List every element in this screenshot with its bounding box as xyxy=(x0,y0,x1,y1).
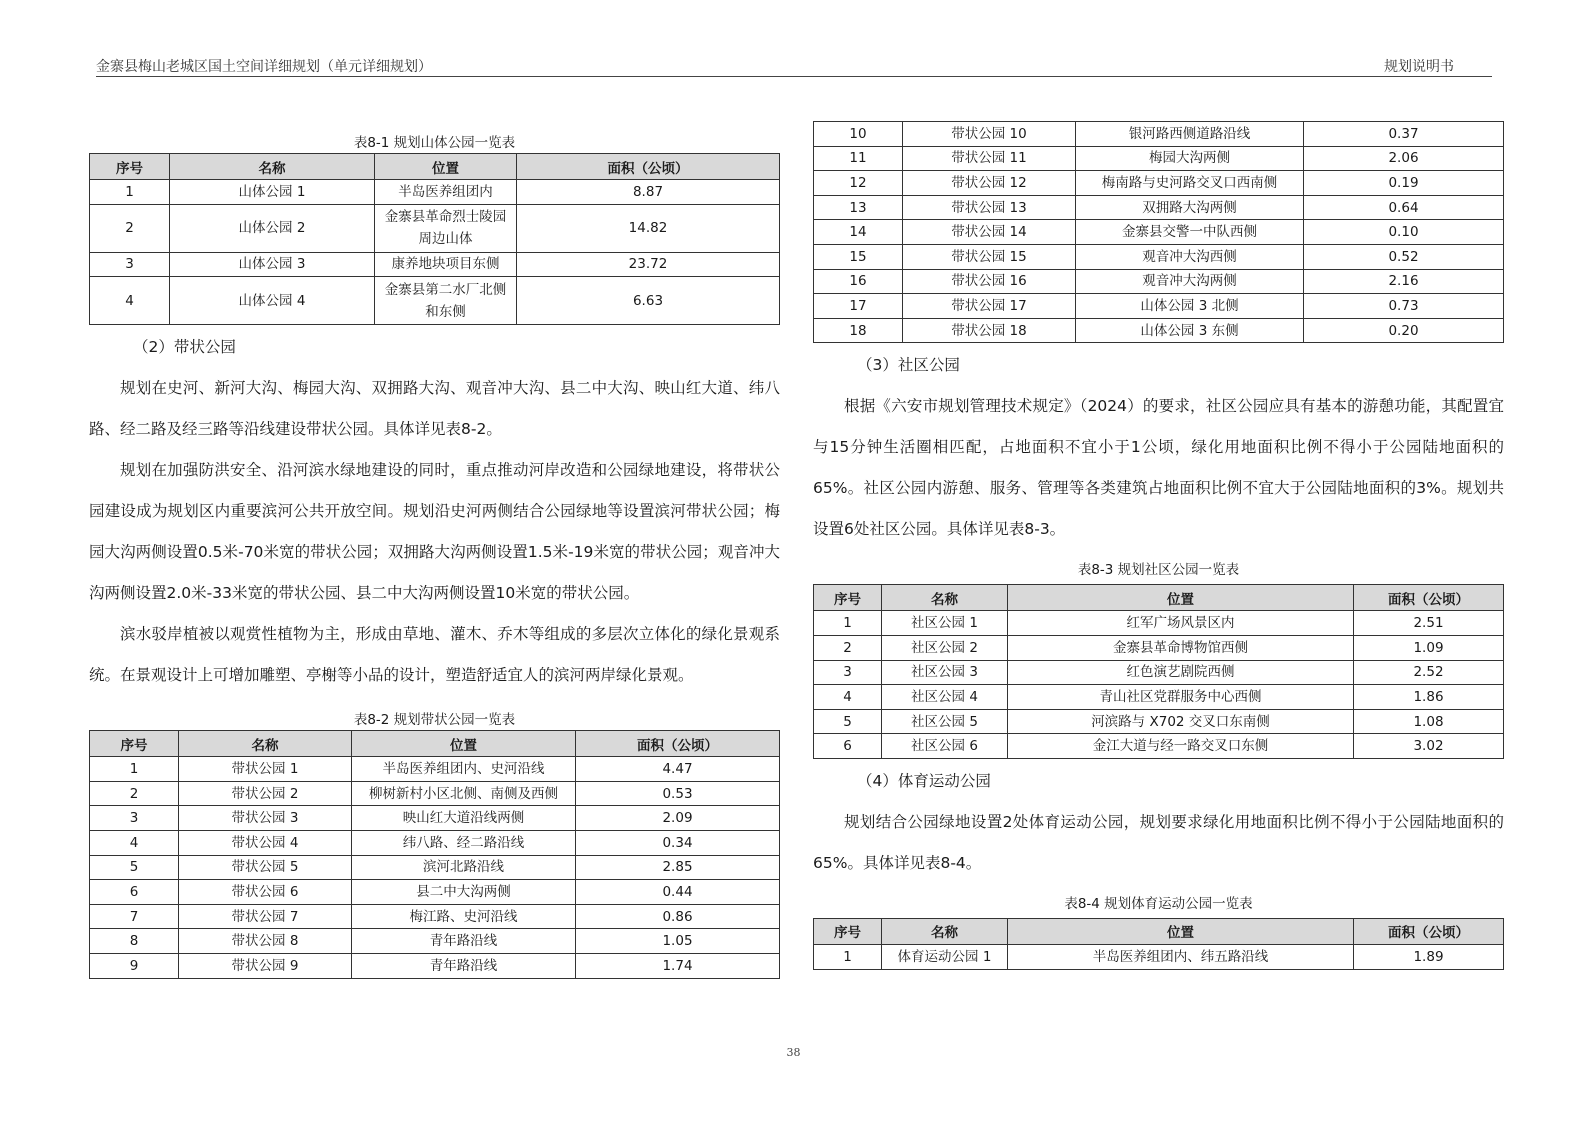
table-row xyxy=(90,904,780,929)
cell-no: 2 xyxy=(814,635,882,660)
cell-name: 带状公园 8 xyxy=(179,929,352,954)
cell-no: 11 xyxy=(814,146,903,171)
cell-area: 1.86 xyxy=(1354,685,1504,710)
cell-location-line: 和东侧 xyxy=(425,303,466,320)
table-row xyxy=(90,180,780,205)
table-row xyxy=(814,220,1504,245)
cell-no: 1 xyxy=(814,944,882,969)
table-row xyxy=(814,244,1504,269)
table-row xyxy=(90,204,780,252)
cell-location xyxy=(375,204,517,252)
header-rule xyxy=(96,76,1492,77)
cell-location: 映山红大道沿线两侧 xyxy=(352,806,576,831)
cell-no: 7 xyxy=(90,904,179,929)
table-8-4-caption: 表8-4 规划体育运动公园一览表 xyxy=(1064,895,1253,912)
cell-name: 带状公园 2 xyxy=(179,781,352,806)
cell-no: 4 xyxy=(90,830,179,855)
cell-name: 带状公园 3 xyxy=(179,806,352,831)
col-header-area: 面积（公顷） xyxy=(576,731,780,757)
table-row xyxy=(814,635,1504,660)
cell-area: 0.86 xyxy=(576,904,780,929)
table-8-1 xyxy=(89,153,780,325)
table-header-row xyxy=(90,731,780,757)
right-column xyxy=(813,121,1504,970)
cell-area: 0.20 xyxy=(1304,318,1504,343)
cell-area: 0.34 xyxy=(576,830,780,855)
cell-no: 5 xyxy=(814,709,882,734)
table-row xyxy=(814,318,1504,343)
table-row xyxy=(814,734,1504,759)
cell-area: 0.52 xyxy=(1304,244,1504,269)
table-8-2 xyxy=(89,730,780,978)
cell-location: 银河路西侧道路沿线 xyxy=(1076,122,1304,147)
cell-location: 纬八路、经二路沿线 xyxy=(352,830,576,855)
cell-location: 青山社区党群服务中心西侧 xyxy=(1008,685,1354,710)
col-header-name: 名称 xyxy=(179,731,352,757)
cell-no: 15 xyxy=(814,244,903,269)
table-row xyxy=(814,269,1504,294)
cell-location-line: 金寨县革命烈士陵园 xyxy=(384,209,507,226)
cell-no: 9 xyxy=(90,953,179,978)
body-paragraph: 规划在加强防洪安全、沿河滨水绿地建设的同时，重点推动河岸改造和公园绿地建设，将带状公园建设成为规划区内重要滨河公共开放空间。规划沿史河两侧结合公园绿地等设置滨河带状公园；梅园大沟两侧设置0.5米-70米宽的带状公园；双拥路大沟两侧设置1.5米-19米宽的带状公园；观音冲大沟两侧设置2.0米-33米宽的带状公园、县二中大沟两侧设置10米宽的带状公园。 xyxy=(89,461,780,603)
cell-area: 2.06 xyxy=(1304,146,1504,171)
cell-no: 1 xyxy=(90,180,170,205)
cell-area: 0.37 xyxy=(1304,122,1504,147)
cell-area: 6.63 xyxy=(517,277,780,325)
cell-no: 6 xyxy=(90,880,179,905)
cell-no: 2 xyxy=(90,781,179,806)
cell-location: 红色演艺剧院西侧 xyxy=(1008,660,1354,685)
table-row xyxy=(814,122,1504,147)
cell-area: 1.05 xyxy=(576,929,780,954)
table-row xyxy=(814,685,1504,710)
cell-name: 社区公园 3 xyxy=(882,660,1008,685)
cell-location: 金江大道与经一路交叉口东侧 xyxy=(1008,734,1354,759)
table-8-3 xyxy=(813,584,1504,759)
table-row xyxy=(814,294,1504,319)
cell-location: 青年路沿线 xyxy=(352,929,576,954)
cell-area: 1.09 xyxy=(1354,635,1504,660)
body-paragraph: 规划在史河、新河大沟、梅园大沟、双拥路大沟、观音冲大沟、县二中大沟、映山红大道、纬八路、经二路及经三路等沿线建设带状公园。具体详见表8-2。 xyxy=(89,379,780,439)
cell-no: 4 xyxy=(814,685,882,710)
cell-no: 10 xyxy=(814,122,903,147)
cell-area: 2.51 xyxy=(1354,611,1504,636)
cell-location: 梅江路、史河沿线 xyxy=(352,904,576,929)
cell-no: 4 xyxy=(90,277,170,325)
cell-area: 0.19 xyxy=(1304,171,1504,196)
table-8-2-continued xyxy=(813,121,1504,343)
table-row xyxy=(90,830,780,855)
cell-location: 青年路沿线 xyxy=(352,953,576,978)
cell-no: 3 xyxy=(814,660,882,685)
cell-no: 2 xyxy=(90,204,170,252)
cell-location: 梅园大沟两侧 xyxy=(1076,146,1304,171)
cell-name: 带状公园 11 xyxy=(903,146,1076,171)
cell-location: 滨河北路沿线 xyxy=(352,855,576,880)
cell-name: 带状公园 6 xyxy=(179,880,352,905)
col-header-no: 序号 xyxy=(814,918,882,944)
cell-name: 带状公园 5 xyxy=(179,855,352,880)
cell-no: 3 xyxy=(90,806,179,831)
table-row xyxy=(90,855,780,880)
cell-location: 山体公园 3 东侧 xyxy=(1076,318,1304,343)
table-row xyxy=(90,757,780,782)
cell-area: 4.47 xyxy=(576,757,780,782)
cell-name: 带状公园 17 xyxy=(903,294,1076,319)
table-row xyxy=(90,880,780,905)
cell-name: 带状公园 1 xyxy=(179,757,352,782)
table-row xyxy=(814,146,1504,171)
cell-location: 半岛医养组团内 xyxy=(375,180,517,205)
cell-area: 14.82 xyxy=(517,204,780,252)
cell-no: 18 xyxy=(814,318,903,343)
col-header-name: 名称 xyxy=(882,585,1008,611)
cell-name: 社区公园 6 xyxy=(882,734,1008,759)
col-header-area: 面积（公顷） xyxy=(1354,585,1504,611)
table-row xyxy=(814,611,1504,636)
cell-area: 1.74 xyxy=(576,953,780,978)
cell-name: 山体公园 4 xyxy=(170,277,375,325)
table-row xyxy=(90,929,780,954)
cell-name: 带状公园 14 xyxy=(903,220,1076,245)
cell-location: 柳树新村小区北侧、南侧及西侧 xyxy=(352,781,576,806)
cell-no: 1 xyxy=(814,611,882,636)
table-row xyxy=(814,944,1504,969)
cell-area: 0.73 xyxy=(1304,294,1504,319)
table-header-row xyxy=(90,154,780,180)
cell-area: 2.09 xyxy=(576,806,780,831)
cell-location xyxy=(375,277,517,325)
cell-name: 体育运动公园 1 xyxy=(882,944,1008,969)
table-row xyxy=(814,195,1504,220)
col-header-location: 位置 xyxy=(375,154,517,180)
cell-name: 带状公园 9 xyxy=(179,953,352,978)
cell-no: 17 xyxy=(814,294,903,319)
cell-name: 带状公园 10 xyxy=(903,122,1076,147)
col-header-location: 位置 xyxy=(1008,585,1354,611)
cell-area: 2.16 xyxy=(1304,269,1504,294)
cell-name: 带状公园 7 xyxy=(179,904,352,929)
cell-area: 1.08 xyxy=(1354,709,1504,734)
cell-location: 金寨县交警一中队西侧 xyxy=(1076,220,1304,245)
table-8-2-caption: 表8-2 规划带状公园一览表 xyxy=(353,712,516,729)
table-row xyxy=(814,660,1504,685)
cell-location: 半岛医养组团内、纬五路沿线 xyxy=(1008,944,1354,969)
cell-no: 1 xyxy=(90,757,179,782)
table-row xyxy=(90,252,780,277)
section-heading-community-parks: （3）社区公园 xyxy=(857,356,960,375)
cell-name: 山体公园 3 xyxy=(170,252,375,277)
cell-area: 8.87 xyxy=(517,180,780,205)
body-paragraph: 根据《六安市规划管理技术规定》（2024）的要求，社区公园应具有基本的游憩功能，其配置宜与15分钟生活圈相匹配，占地面积不宜小于1公顷，绿化用地面积比例不得小于公园陆地面积的65%。社区公园内游憩、服务、管理等各类建筑占地面积比例不宜大于公园陆地面积的3%。规划共设置6处社区公园。具体详见表8-3。 xyxy=(813,397,1504,539)
cell-location: 金寨县革命博物馆西侧 xyxy=(1008,635,1354,660)
cell-area: 23.72 xyxy=(517,252,780,277)
col-header-area: 面积（公顷） xyxy=(1354,918,1504,944)
col-header-area: 面积（公顷） xyxy=(517,154,780,180)
table-row xyxy=(90,953,780,978)
table-row xyxy=(90,806,780,831)
running-header-title: 金寨县梅山老城区国土空间详细规划（单元详细规划） xyxy=(96,59,432,75)
cell-name: 带状公园 15 xyxy=(903,244,1076,269)
cell-no: 6 xyxy=(814,734,882,759)
cell-location: 双拥路大沟两侧 xyxy=(1076,195,1304,220)
cell-no: 16 xyxy=(814,269,903,294)
col-header-no: 序号 xyxy=(90,154,170,180)
cell-no: 12 xyxy=(814,171,903,196)
cell-location: 河滨路与 X702 交叉口东南侧 xyxy=(1008,709,1354,734)
table-8-1-caption: 表8-1 规划山体公园一览表 xyxy=(353,135,516,151)
page-number: 38 xyxy=(786,1046,801,1059)
cell-location: 半岛医养组团内、史河沿线 xyxy=(352,757,576,782)
cell-name: 山体公园 2 xyxy=(170,204,375,252)
cell-name: 社区公园 4 xyxy=(882,685,1008,710)
cell-name: 带状公园 13 xyxy=(903,195,1076,220)
cell-area: 0.53 xyxy=(576,781,780,806)
table-row xyxy=(90,781,780,806)
table-header-row xyxy=(814,918,1504,944)
table-row xyxy=(814,709,1504,734)
cell-name: 社区公园 1 xyxy=(882,611,1008,636)
cell-location: 红军广场风景区内 xyxy=(1008,611,1354,636)
left-column xyxy=(89,133,780,979)
cell-location: 康养地块项目东侧 xyxy=(375,252,517,277)
cell-location: 山体公园 3 北侧 xyxy=(1076,294,1304,319)
cell-name: 社区公园 2 xyxy=(882,635,1008,660)
table-8-4 xyxy=(813,918,1504,970)
table-row xyxy=(90,277,780,325)
running-header-doc-type: 规划说明书 xyxy=(1384,59,1454,75)
section-heading-linear-parks: （2）带状公园 xyxy=(133,338,236,357)
cell-area: 0.44 xyxy=(576,880,780,905)
table-header-row xyxy=(814,585,1504,611)
col-header-no: 序号 xyxy=(814,585,882,611)
table-8-3-caption: 表8-3 规划社区公园一览表 xyxy=(1077,562,1240,579)
col-header-no: 序号 xyxy=(90,731,179,757)
cell-area: 2.52 xyxy=(1354,660,1504,685)
cell-no: 14 xyxy=(814,220,903,245)
col-header-name: 名称 xyxy=(882,918,1008,944)
section-heading-sports-parks: （4）体育运动公园 xyxy=(857,771,991,790)
cell-name: 山体公园 1 xyxy=(170,180,375,205)
cell-no: 8 xyxy=(90,929,179,954)
col-header-location: 位置 xyxy=(352,731,576,757)
cell-name: 带状公园 16 xyxy=(903,269,1076,294)
cell-location-line: 金寨县第二水厂北侧 xyxy=(384,281,507,298)
col-header-location: 位置 xyxy=(1008,918,1354,944)
table-row xyxy=(814,171,1504,196)
cell-no: 3 xyxy=(90,252,170,277)
cell-area: 3.02 xyxy=(1354,734,1504,759)
body-paragraph: 滨水驳岸植被以观赏性植物为主，形成由草地、灌木、乔木等组成的多层次立体化的绿化景观系统。在景观设计上可增加雕塑、亭榭等小品的设计，塑造舒适宜人的滨河两岸绿化景观。 xyxy=(89,625,780,685)
body-paragraph: 规划结合公园绿地设置2处体育运动公园，规划要求绿化用地面积比例不得小于公园陆地面积的65%。具体详见表8-4。 xyxy=(813,812,1504,872)
cell-name: 带状公园 18 xyxy=(903,318,1076,343)
cell-no: 5 xyxy=(90,855,179,880)
cell-name: 社区公园 5 xyxy=(882,709,1008,734)
cell-area: 1.89 xyxy=(1354,944,1504,969)
cell-area: 2.85 xyxy=(576,855,780,880)
cell-area: 0.10 xyxy=(1304,220,1504,245)
cell-area: 0.64 xyxy=(1304,195,1504,220)
cell-name: 带状公园 12 xyxy=(903,171,1076,196)
cell-location-line: 周边山体 xyxy=(418,231,473,248)
cell-location: 观音冲大沟两侧 xyxy=(1076,269,1304,294)
cell-no: 13 xyxy=(814,195,903,220)
col-header-name: 名称 xyxy=(170,154,375,180)
cell-location: 梅南路与史河路交叉口西南侧 xyxy=(1076,171,1304,196)
cell-location: 县二中大沟两侧 xyxy=(352,880,576,905)
cell-location: 观音冲大沟西侧 xyxy=(1076,244,1304,269)
cell-name: 带状公园 4 xyxy=(179,830,352,855)
